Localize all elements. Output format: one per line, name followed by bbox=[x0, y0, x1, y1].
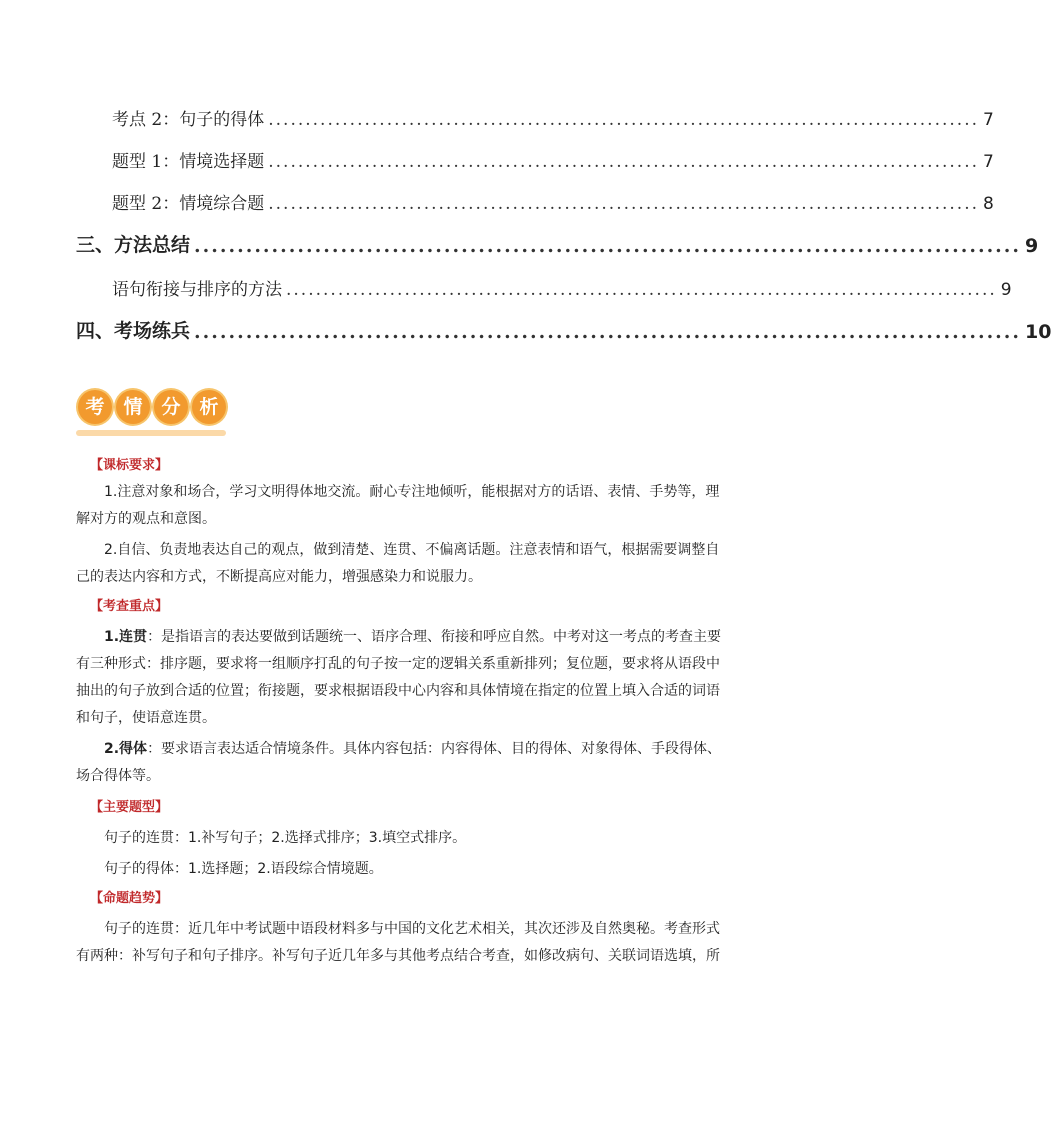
section-label-kaocha: 【考查重点】 bbox=[90, 599, 169, 614]
toc-page: 7 bbox=[983, 152, 994, 172]
badge-char: 考 bbox=[78, 390, 112, 424]
badge-char: 情 bbox=[116, 390, 150, 424]
toc-entry[interactable] bbox=[112, 188, 994, 214]
paragraph: 句子的得体：1.选择题；2.语段综合情境题。 bbox=[104, 861, 383, 877]
toc-leader: ................................................................................................ bbox=[194, 235, 1022, 257]
badge-char: 分 bbox=[154, 390, 188, 424]
toc-entry[interactable] bbox=[112, 274, 1012, 300]
paragraph: 2.自信、负责地表达自己的观点，做到清楚、连贯、不偏离话题。注意表情和语气，根据需要调整自己的表达内容和方式，不断提高应对能力，增强感染力和说服力。 bbox=[76, 542, 720, 585]
section-label-tixing: 【主要题型】 bbox=[90, 800, 169, 815]
paragraph: 句子的连贯：近几年中考试题中语段材料多与中国的文化艺术相关，其次还涉及自然奥秘。考查形式有两种：补写句子和句子排序。补写句子近几年多与其他考点结合考查，如修改病句、关联词语选填，所 bbox=[76, 921, 720, 964]
section-label-kebiao: 【课标要求】 bbox=[90, 458, 169, 473]
toc-entry[interactable] bbox=[112, 146, 994, 172]
toc-entry[interactable] bbox=[76, 229, 1039, 257]
toc-leader: ................................................................................................ bbox=[268, 152, 979, 172]
toc-page: 7 bbox=[983, 110, 994, 130]
toc-entry[interactable] bbox=[76, 315, 1051, 343]
toc-leader: ................................................................................................ bbox=[286, 280, 997, 300]
toc-title: 考点 2：句子的得体 bbox=[112, 110, 265, 130]
toc-title: 题型 2：情境综合题 bbox=[112, 194, 265, 214]
toc-leader: ................................................................................................ bbox=[268, 110, 979, 130]
toc-page: 10 bbox=[1025, 321, 1051, 343]
toc-entry[interactable] bbox=[112, 104, 994, 130]
paragraph-heading: 1.连贯 bbox=[104, 629, 148, 645]
toc-leader: ................................................................................................ bbox=[268, 194, 979, 214]
paragraph: 1.注意对象和场合，学习文明得体地交流。耐心专注地倾听，能根据对方的话语、表情、手势等，理解对方的观点和意图。 bbox=[76, 484, 720, 527]
paragraph-body: ：要求语言表达适合情境条件。具体内容包括：内容得体、目的得体、对象得体、手段得体、场合得体等。 bbox=[76, 741, 722, 784]
toc-leader: ................................................................................................ bbox=[194, 321, 1022, 343]
analysis-content bbox=[76, 452, 724, 970]
paragraph: 句子的连贯：1.补写句子；2.选择式排序；3.填空式排序。 bbox=[104, 830, 467, 846]
toc-title: 三、方法总结 bbox=[76, 234, 191, 256]
toc-page: 8 bbox=[983, 194, 994, 214]
paragraph bbox=[76, 624, 724, 732]
toc-page: 9 bbox=[1000, 280, 1012, 300]
toc-title: 题型 1：情境选择题 bbox=[112, 152, 265, 172]
paragraph-heading: 2.得体 bbox=[104, 741, 148, 757]
toc-title: 语句衔接与排序的方法 bbox=[112, 280, 282, 300]
badge-char: 析 bbox=[192, 390, 226, 424]
paragraph-body: ：是指语言的表达要做到话题统一、语序合理、衔接和呼应自然。中考对这一考点的考查主要有三种形式：排序题，要求将一组顺序打乱的句子按一定的逻辑关系重新排列；复位题，要求将从语段中抽出的句子放到合适的位置；衔接题，要求根据语段中心内容和具体情境在指定的位置上填入合适的词语和句子，使语意连贯。 bbox=[76, 629, 722, 726]
badge-underline bbox=[76, 430, 226, 436]
toc-page: 9 bbox=[1025, 235, 1039, 257]
toc-title: 四、考场练兵 bbox=[76, 320, 191, 342]
section-label-qushi: 【命题趋势】 bbox=[90, 891, 169, 906]
section-badge-kaoqing-fenxi bbox=[76, 388, 228, 444]
paragraph bbox=[76, 736, 724, 790]
